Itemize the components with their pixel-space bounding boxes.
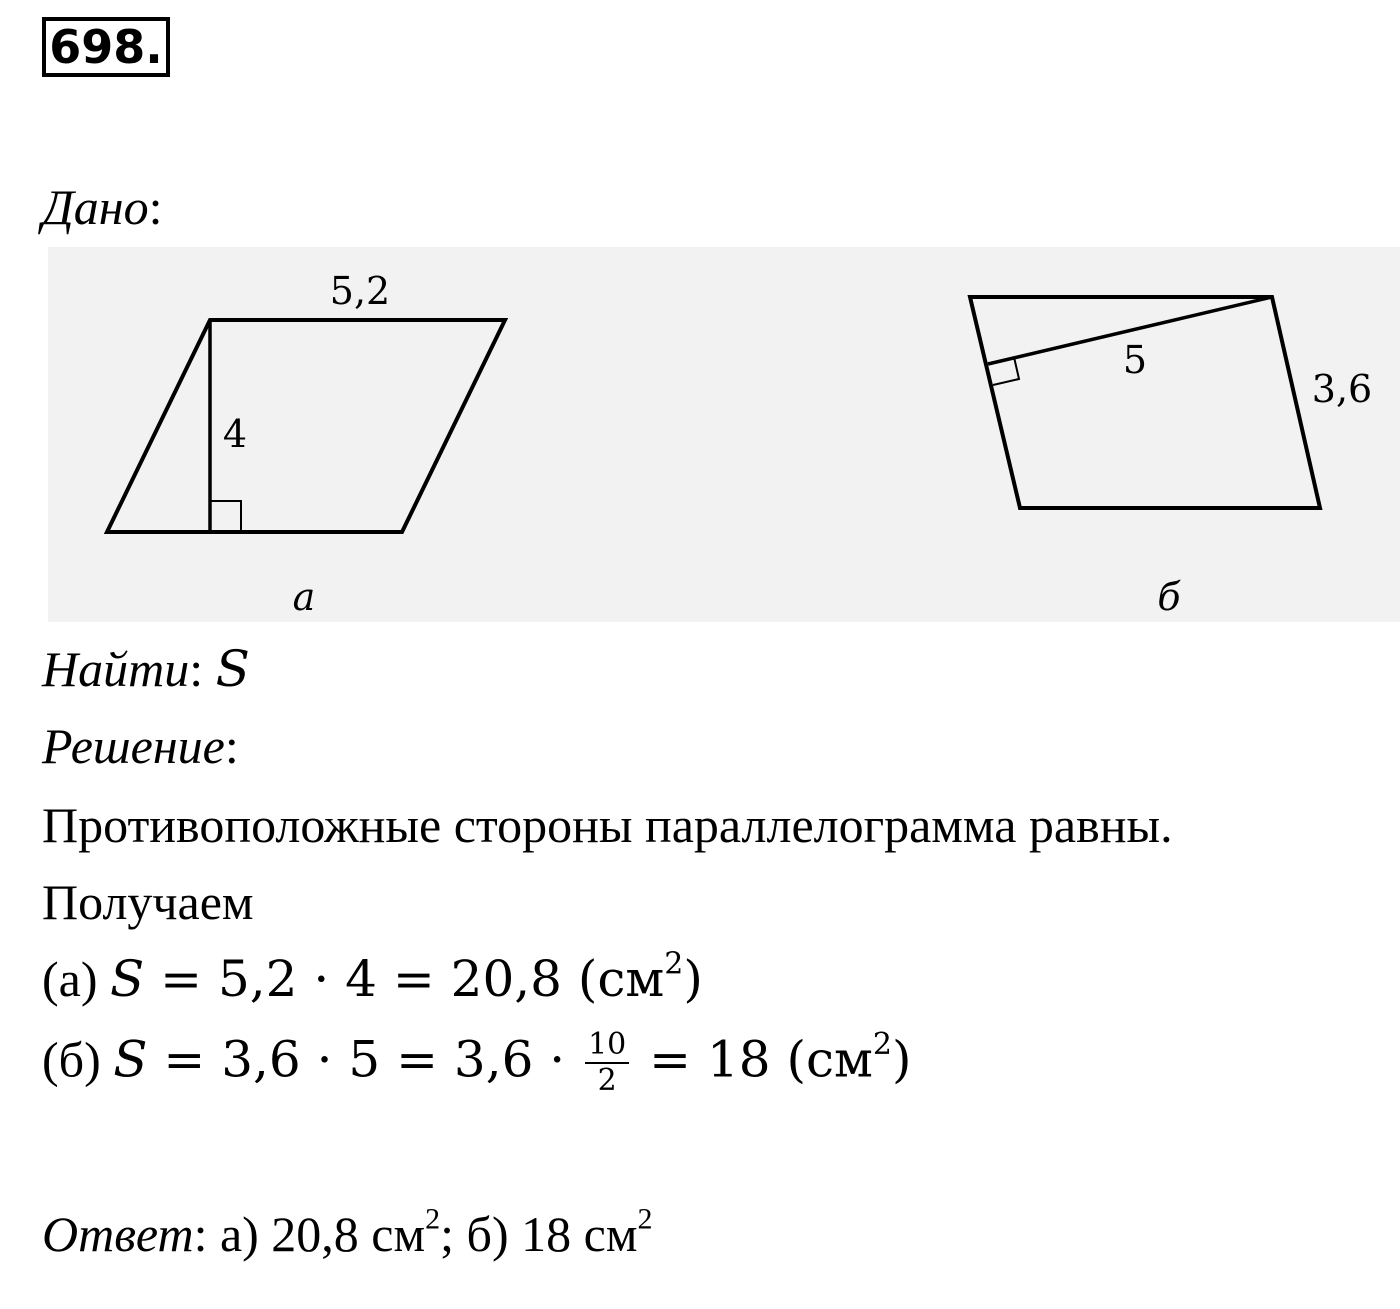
right-angle-a bbox=[210, 501, 241, 532]
answer-label: Ответ bbox=[42, 1206, 194, 1262]
calc-a-expr: = 5,2 · 4 = 20,8 (см bbox=[144, 950, 665, 1008]
figures-svg bbox=[48, 247, 1400, 622]
find-label: Найти bbox=[42, 641, 190, 697]
calc-b-var: S bbox=[113, 1030, 148, 1089]
calc-a-line bbox=[42, 946, 703, 1008]
label-side-b: 3,6 bbox=[1311, 367, 1373, 411]
find-line bbox=[42, 640, 250, 698]
calc-b-prefix: (б) bbox=[42, 1031, 101, 1088]
label-height-a: 4 bbox=[222, 412, 248, 456]
given-label: Дано bbox=[42, 179, 149, 235]
answer-part-a: а) 20,8 см bbox=[207, 1206, 426, 1262]
result-intro: Получаем bbox=[42, 874, 254, 930]
answer-exp-b: 2 bbox=[637, 1202, 653, 1236]
label-height-b: 5 bbox=[1122, 338, 1148, 382]
label-top-side-a: 5,2 bbox=[329, 269, 391, 313]
answer-line bbox=[42, 1202, 653, 1263]
find-colon: : bbox=[189, 641, 204, 697]
caption-b: б bbox=[1157, 575, 1181, 619]
answer-exp-a: 2 bbox=[425, 1202, 441, 1236]
figure-panel bbox=[48, 247, 1400, 622]
solution-line bbox=[42, 717, 239, 775]
given-line bbox=[42, 178, 163, 236]
caption-a: а bbox=[292, 575, 316, 619]
calc-a-prefix: (а) bbox=[42, 951, 98, 1007]
fraction-numerator: 10 bbox=[585, 1028, 629, 1064]
given-colon: : bbox=[148, 179, 163, 235]
parallelogram-a bbox=[107, 320, 505, 532]
calc-a-suffix: ) bbox=[683, 950, 703, 1008]
answer-part-b: ; б) 18 см bbox=[440, 1206, 638, 1262]
statement-text: Противоположные стороны параллелограмма равны. bbox=[42, 797, 1173, 853]
problem-number: 698. bbox=[42, 17, 170, 77]
calc-b-suffix: ) bbox=[891, 1030, 912, 1089]
solution-colon: : bbox=[224, 718, 239, 774]
solution-label: Решение bbox=[42, 718, 225, 774]
answer-colon: : bbox=[193, 1206, 208, 1262]
find-value: S bbox=[215, 640, 250, 698]
calc-a-exp: 2 bbox=[664, 946, 684, 982]
calc-b-expr: = 3,6 · 5 = 3,6 · bbox=[147, 1030, 582, 1089]
fraction-denominator: 2 bbox=[597, 1063, 617, 1098]
calc-b-exp: 2 bbox=[872, 1026, 892, 1062]
calc-b-expr2: = 18 (см bbox=[633, 1030, 873, 1089]
figure-a bbox=[107, 269, 505, 619]
calc-a-var: S bbox=[110, 950, 145, 1008]
calc-b-fraction bbox=[585, 1028, 629, 1098]
calc-b-line bbox=[42, 1026, 912, 1100]
figure-b bbox=[970, 297, 1372, 619]
